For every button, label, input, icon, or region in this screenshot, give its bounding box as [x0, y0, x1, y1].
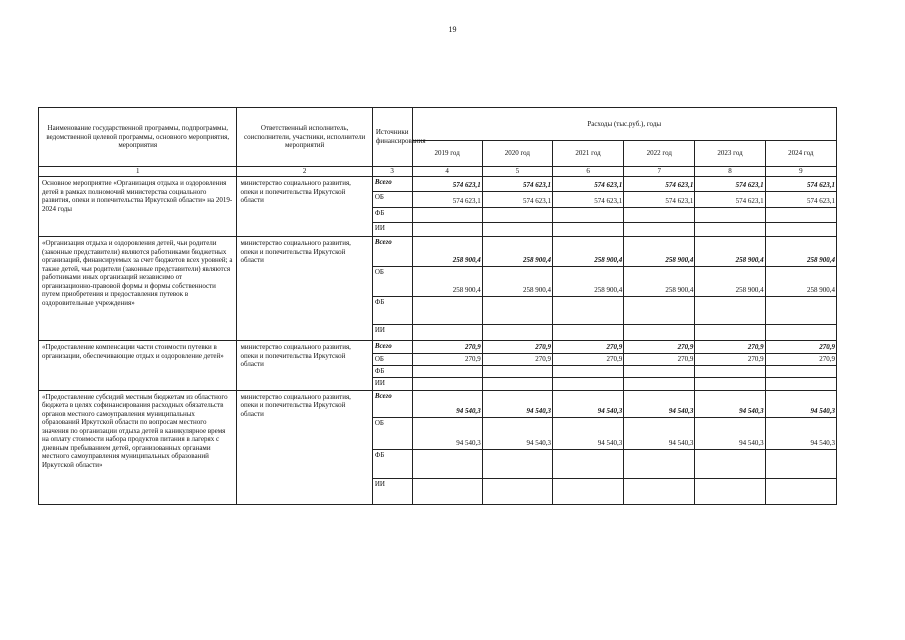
- column-index: 6: [552, 167, 623, 177]
- expense-cell: [482, 366, 552, 378]
- expense-cell: 270,9: [765, 354, 836, 366]
- funding-source: ИИ: [372, 325, 412, 341]
- expense-cell: [695, 325, 765, 341]
- expense-cell: [765, 208, 836, 223]
- expense-cell: [482, 449, 552, 478]
- year-header: 2024 год: [765, 141, 836, 167]
- expense-cell: 94 540,3: [412, 390, 482, 417]
- program-name: «Предоставление компенсации части стоимости путевки в организации, обеспечивающие отдых и оздоровление детей»: [39, 341, 237, 391]
- column-index-row: [39, 167, 837, 177]
- expense-cell: 270,9: [624, 341, 695, 354]
- column-index: 2: [237, 167, 372, 177]
- year-header: 2020 год: [482, 141, 552, 167]
- expense-cell: 270,9: [695, 354, 765, 366]
- expense-cell: [552, 366, 623, 378]
- expense-cell: [552, 297, 623, 325]
- funding-source: Всего: [372, 390, 412, 417]
- expense-cell: 574 623,1: [482, 177, 552, 192]
- expense-cell: [552, 377, 623, 390]
- expense-cell: [412, 478, 482, 504]
- funding-source: ФБ: [372, 366, 412, 378]
- expense-cell: 258 900,4: [624, 237, 695, 267]
- expense-cell: [765, 478, 836, 504]
- expense-cell: [552, 223, 623, 237]
- expense-cell: 270,9: [552, 354, 623, 366]
- expense-cell: [695, 449, 765, 478]
- expense-cell: 258 900,4: [412, 267, 482, 297]
- expense-cell: 574 623,1: [624, 177, 695, 192]
- header-expenses: Расходы (тыс.руб.), годы: [412, 108, 836, 141]
- expense-cell: 574 623,1: [765, 192, 836, 208]
- expense-cell: 258 900,4: [695, 237, 765, 267]
- expense-cell: [552, 478, 623, 504]
- page-number: 19: [448, 25, 457, 34]
- expense-cell: [765, 377, 836, 390]
- expense-cell: 270,9: [765, 341, 836, 354]
- funding-source: ИИ: [372, 377, 412, 390]
- funding-source: ОБ: [372, 192, 412, 208]
- expense-cell: 258 900,4: [482, 237, 552, 267]
- expense-cell: 574 623,1: [765, 177, 836, 192]
- funding-source: ФБ: [372, 297, 412, 325]
- expense-cell: 574 623,1: [482, 192, 552, 208]
- expense-cell: 94 540,3: [482, 390, 552, 417]
- expense-cell: 270,9: [412, 354, 482, 366]
- table-row: [39, 341, 837, 354]
- funding-source: ФБ: [372, 208, 412, 223]
- expense-cell: 574 623,1: [552, 177, 623, 192]
- expense-cell: 270,9: [482, 354, 552, 366]
- expense-cell: [765, 449, 836, 478]
- expense-cell: [482, 208, 552, 223]
- year-header: 2019 год: [412, 141, 482, 167]
- expense-cell: 270,9: [482, 341, 552, 354]
- expense-cell: [765, 366, 836, 378]
- expense-cell: 94 540,3: [412, 417, 482, 449]
- header-row: [39, 108, 837, 141]
- year-header: 2022 год: [624, 141, 695, 167]
- expense-cell: [412, 223, 482, 237]
- header-program: Наименование государственной программы, подпрограммы, ведомственной целевой программы, основного мероприятия, мероприятия: [39, 108, 237, 167]
- expense-cell: [695, 377, 765, 390]
- expense-cell: 94 540,3: [552, 390, 623, 417]
- column-index: 9: [765, 167, 836, 177]
- expense-cell: [624, 366, 695, 378]
- expense-cell: [695, 297, 765, 325]
- funding-source: ОБ: [372, 417, 412, 449]
- funding-source: Всего: [372, 341, 412, 354]
- expense-cell: 270,9: [412, 341, 482, 354]
- executor-name: министерство социального развития, опеки и попечительства Иркутской области: [237, 390, 372, 504]
- table-row: [39, 237, 837, 267]
- funding-source: Всего: [372, 177, 412, 192]
- expense-cell: [695, 208, 765, 223]
- funding-source: ИИ: [372, 223, 412, 237]
- year-header: 2021 год: [552, 141, 623, 167]
- program-name: «Предоставление субсидий местным бюджетам из областного бюджета в целях софинансирования расходных обязательств органов местного самоуправления муниципальных образований Иркутской области по вопросам местного значения по организации отдыха детей в каникулярное время на оплату стоимости набора продуктов питания в лагерях с дневным пребыванием детей, организованных органами местного самоуправления муниципальных образований Иркутской области»: [39, 390, 237, 504]
- expense-cell: 574 623,1: [695, 177, 765, 192]
- expense-cell: [412, 449, 482, 478]
- expense-cell: [765, 223, 836, 237]
- expense-cell: 574 623,1: [412, 192, 482, 208]
- expense-cell: [412, 297, 482, 325]
- expense-cell: 258 900,4: [624, 267, 695, 297]
- expense-cell: [412, 377, 482, 390]
- expense-cell: [695, 366, 765, 378]
- expense-cell: [552, 449, 623, 478]
- expense-cell: 258 900,4: [412, 237, 482, 267]
- table-row: [39, 390, 837, 417]
- expense-cell: [482, 325, 552, 341]
- column-index: 1: [39, 167, 237, 177]
- expenses-table: [38, 107, 837, 505]
- expense-cell: 270,9: [552, 341, 623, 354]
- expense-cell: 258 900,4: [695, 267, 765, 297]
- expense-cell: 94 540,3: [765, 390, 836, 417]
- expense-cell: [624, 208, 695, 223]
- expense-cell: 574 623,1: [412, 177, 482, 192]
- expense-cell: 94 540,3: [482, 417, 552, 449]
- header-source: Источники финансирования: [372, 108, 412, 167]
- program-name: Основное мероприятие «Организация отдыха и оздоровления детей в рамках полномочий министерства социального развития, опеки и попечительства Иркутской области» на 2019-2024 годы: [39, 177, 237, 237]
- column-index: 7: [624, 167, 695, 177]
- executor-name: министерство социального развития, опеки и попечительства Иркутской области: [237, 237, 372, 341]
- column-index: 5: [482, 167, 552, 177]
- year-header: 2023 год: [695, 141, 765, 167]
- funding-source: ОБ: [372, 267, 412, 297]
- expense-cell: 94 540,3: [624, 390, 695, 417]
- executor-name: министерство социального развития, опеки и попечительства Иркутской области: [237, 177, 372, 237]
- expense-cell: [552, 208, 623, 223]
- table-row: [39, 177, 837, 192]
- expense-cell: [695, 478, 765, 504]
- expense-cell: 574 623,1: [695, 192, 765, 208]
- expense-cell: [482, 297, 552, 325]
- expense-cell: [482, 478, 552, 504]
- expense-cell: 574 623,1: [624, 192, 695, 208]
- column-index: 4: [412, 167, 482, 177]
- program-name: «Организация отдыха и оздоровления детей, чьи родители (законные представители) являются работниками бюджетных организаций, финансируемых за счет бюджетов всех уровней; а также детей, чьи родители (законные представители) являются работниками иных организаций независимо от организационно-правовой формы и формы собственности путем приобретения и предоставления путевок в оздоровительные учреждения»: [39, 237, 237, 341]
- expense-cell: [765, 325, 836, 341]
- expense-cell: [482, 377, 552, 390]
- expense-cell: [695, 223, 765, 237]
- funding-source: Всего: [372, 237, 412, 267]
- expense-cell: 258 900,4: [482, 267, 552, 297]
- expense-cell: [552, 325, 623, 341]
- expense-cell: 258 900,4: [765, 267, 836, 297]
- expense-cell: 94 540,3: [624, 417, 695, 449]
- expense-cell: [624, 377, 695, 390]
- column-index: 8: [695, 167, 765, 177]
- expense-cell: 94 540,3: [695, 417, 765, 449]
- expense-cell: 94 540,3: [765, 417, 836, 449]
- expense-cell: [624, 449, 695, 478]
- expense-cell: 270,9: [624, 354, 695, 366]
- column-index: 3: [372, 167, 412, 177]
- expense-cell: 258 900,4: [765, 237, 836, 267]
- expense-cell: 574 623,1: [552, 192, 623, 208]
- expense-cell: 258 900,4: [552, 237, 623, 267]
- expense-cell: [624, 478, 695, 504]
- expense-cell: [412, 325, 482, 341]
- funding-source: ФБ: [372, 449, 412, 478]
- executor-name: министерство социального развития, опеки и попечительства Иркутской области: [237, 341, 372, 391]
- expense-cell: 270,9: [695, 341, 765, 354]
- expense-cell: 258 900,4: [552, 267, 623, 297]
- expense-cell: 94 540,3: [695, 390, 765, 417]
- funding-source: ОБ: [372, 354, 412, 366]
- expense-cell: [412, 208, 482, 223]
- expense-cell: [765, 297, 836, 325]
- expense-cell: 94 540,3: [552, 417, 623, 449]
- expense-cell: [412, 366, 482, 378]
- header-executor: Ответственный исполнитель, соисполнители, участники, исполнители мероприятий: [237, 108, 372, 167]
- funding-source: ИИ: [372, 478, 412, 504]
- expense-cell: [482, 223, 552, 237]
- expense-cell: [624, 297, 695, 325]
- expense-cell: [624, 325, 695, 341]
- expense-cell: [624, 223, 695, 237]
